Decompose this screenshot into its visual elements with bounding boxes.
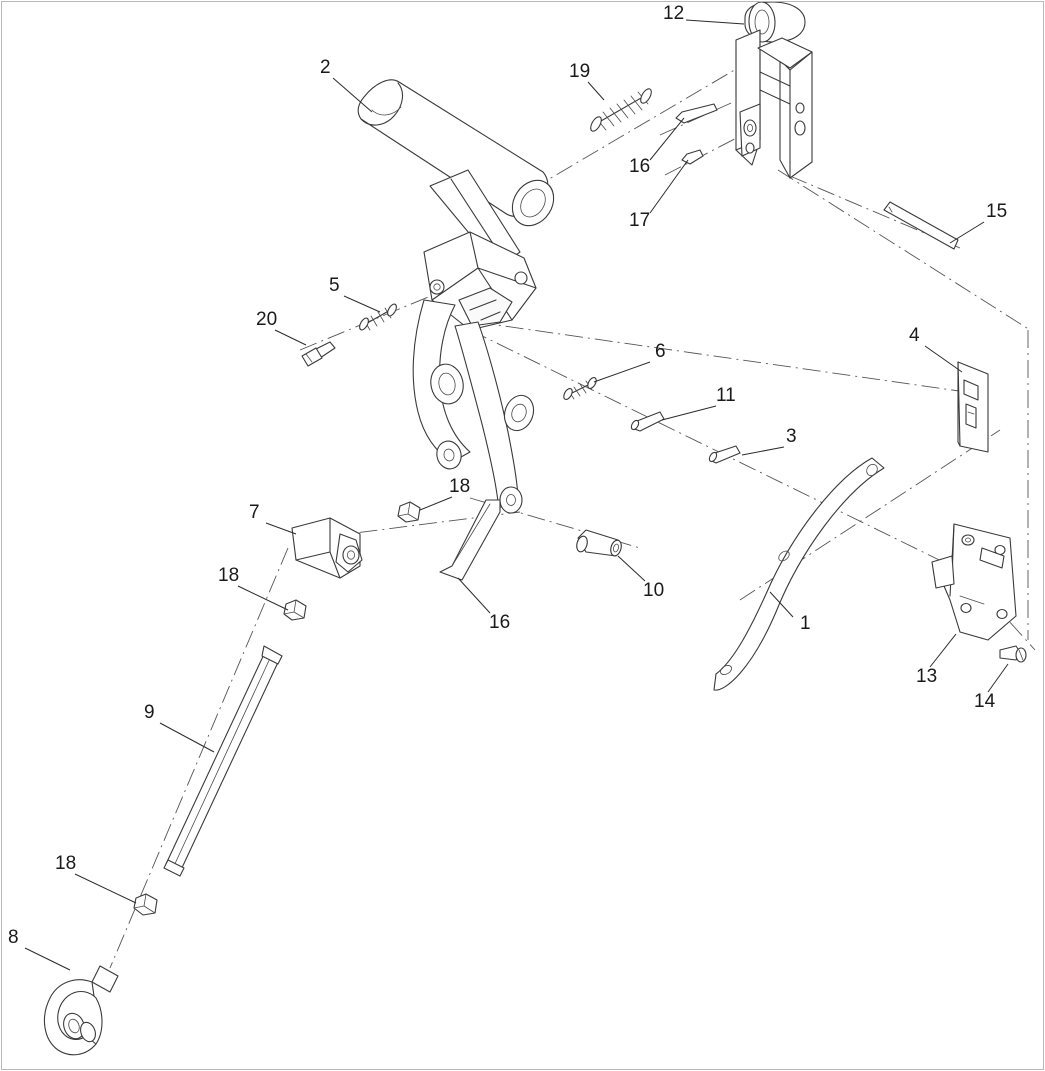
callout-label-17: 17 [629, 210, 651, 231]
callout-label-16-upper: 16 [629, 156, 651, 177]
part-15-pin [884, 202, 958, 249]
callout-label-15: 15 [986, 201, 1008, 222]
part-17-pin [682, 150, 703, 164]
callout-label-20: 20 [256, 309, 278, 330]
part-1-curved-band [714, 458, 884, 690]
part-4-latch-plate [958, 362, 988, 452]
callout-label-12: 12 [663, 3, 685, 24]
callout-label-18-top: 18 [449, 476, 471, 497]
callout-label-1: 1 [800, 613, 811, 634]
callout-label-8: 8 [8, 927, 19, 948]
callout-label-6: 6 [655, 341, 666, 362]
callout-label-18-lower: 18 [55, 853, 77, 874]
top-mounting-bracket [736, 30, 812, 178]
part-9-rod [164, 646, 282, 876]
part-11-pin [630, 412, 664, 431]
part-18-nut-lower [134, 894, 157, 915]
callout-label-13: 13 [916, 666, 938, 687]
callout-label-11: 11 [716, 385, 736, 406]
callout-label-16-lower: 16 [489, 612, 511, 633]
callout-label-5: 5 [329, 275, 340, 296]
callout-label-19: 19 [569, 61, 591, 82]
part-8-clevis [44, 966, 118, 1055]
lever-body-casting [413, 170, 538, 580]
part-10-bushing [575, 530, 623, 557]
callout-label-18-middle: 18 [218, 565, 240, 586]
callout-label-7: 7 [249, 502, 260, 523]
part-14-screw [1000, 646, 1026, 662]
callout-label-3: 3 [786, 426, 797, 447]
part-5-spring [358, 303, 398, 332]
callout-label-9: 9 [144, 702, 155, 723]
part-7-block [292, 518, 362, 578]
part-13-mounting-plate [932, 524, 1016, 640]
callout-label-14: 14 [974, 691, 996, 712]
callout-label-10: 10 [643, 580, 665, 601]
part-18-nut-top [398, 502, 420, 522]
callout-label-2: 2 [320, 57, 331, 78]
callout-label-4: 4 [909, 325, 920, 346]
part-6-spring [562, 376, 598, 401]
part-20-screw [302, 342, 335, 366]
